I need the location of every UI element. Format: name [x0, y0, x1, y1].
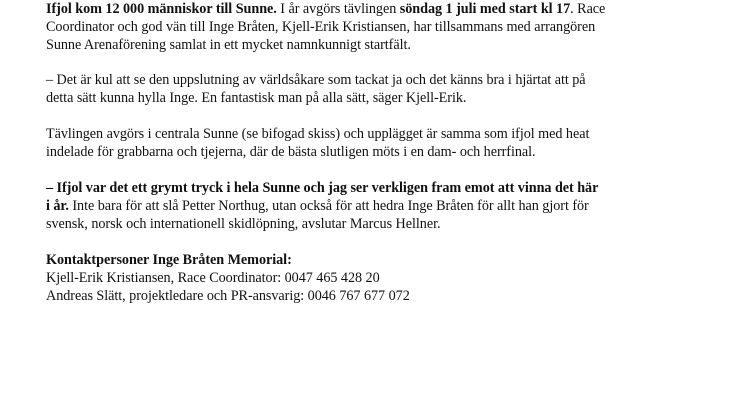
quote-paragraph-kjell-erik: [46, 71, 706, 107]
hellner-line-1: [46, 179, 706, 197]
intro-text-end: . Race: [570, 1, 606, 17]
contact-kjell-erik: Kjell-Erik Kristiansen, Race Coordinator: 0047 465 428 20: [46, 270, 380, 286]
intro-bold-lead: Ifjol kom 12 000 människor till Sunne.: [46, 1, 277, 17]
contacts-heading: [46, 251, 706, 269]
hellner-text: Inte bara för att slå Petter Northug, utan också för att hedra Inge Bråten för allt han gjort för: [68, 198, 589, 214]
contacts-heading-bold: Kontaktpersoner Inge Bråten Memorial:: [46, 252, 292, 268]
intro-text: I år avgörs tävlingen: [276, 1, 400, 17]
intro-paragraph: [46, 0, 706, 54]
contacts-section: [46, 251, 706, 305]
quote-line-1: – Det är kul att se den uppslutning av världsåkare som tackat ja och det känns bra i hjärtat att på: [46, 72, 586, 88]
event-date-bold: söndag 1 juli med start kl 17: [399, 1, 571, 17]
hellner-line-2: [46, 197, 706, 215]
competition-format-paragraph: [46, 125, 706, 161]
intro-line-3: Sunne Arenaförening samlat in ett mycket namnkunnigt startfält.: [46, 37, 411, 53]
hellner-bold-quote: – Ifjol var det ett grymt tryck i hela Sunne och jag ser verkligen fram emot att vinna det här: [46, 180, 599, 196]
intro-line-2: Coordinator och god vän till Inge Bråten, Kjell-Erik Kristiansen, har tillsammans med arrangören: [46, 19, 596, 35]
format-line-1: Tävlingen avgörs i centrala Sunne (se bifogad skiss) och upplägget är samma som ifjol med heat: [46, 126, 590, 142]
quote-line-2: detta sätt kunna hylla Inge. En fantastisk man på alla sätt, säger Kjell-Erik.: [46, 90, 467, 106]
hellner-bold-quote-end: i år.: [46, 198, 69, 214]
quote-paragraph-hellner: [46, 179, 706, 233]
format-line-2: indelade för grabbarna och tjejerna, där de bästa slutligen möts i en dam- och herrfinal.: [46, 144, 536, 160]
intro-line-1: [46, 0, 706, 18]
hellner-line-3: svensk, norsk och internationell skidlöpning, avslutar Marcus Hellner.: [46, 216, 441, 232]
document-page: [46, 0, 706, 305]
contact-andreas: Andreas Slätt, projektledare och PR-ansvarig: 0046 767 677 072: [46, 288, 410, 304]
